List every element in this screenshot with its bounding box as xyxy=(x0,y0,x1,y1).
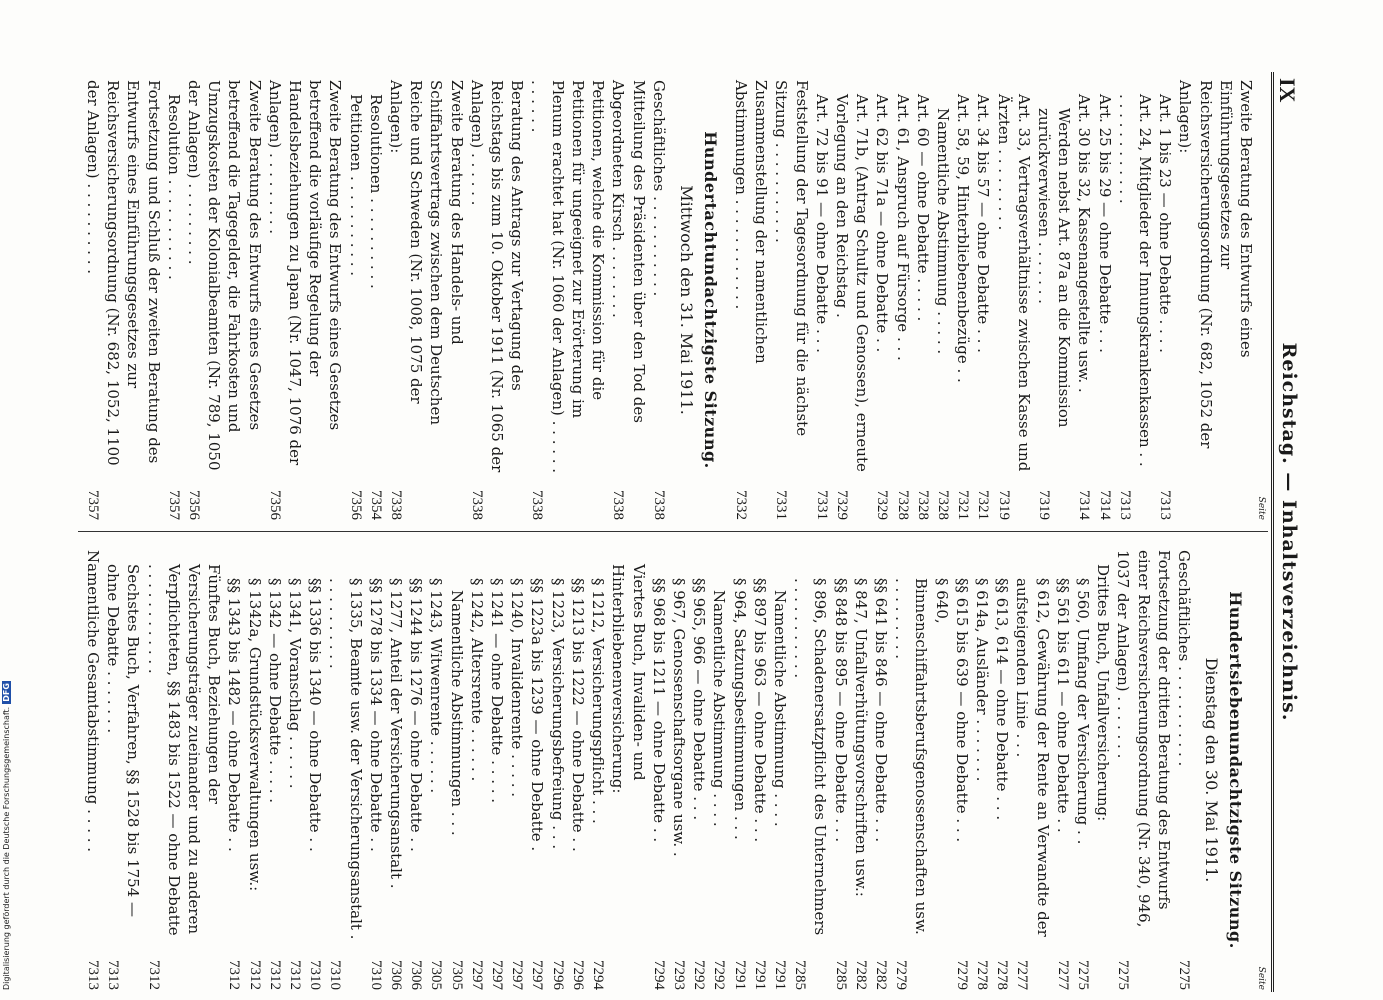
toc-entry-text: Fortsetzung der dritten Beratung des Entwurfs einer Reichsversicherungsordnung (Nr. 340, 946, 1037 der Anlagen) . . . . . . . xyxy=(1114,550,1173,928)
toc-entry xyxy=(689,578,709,990)
toc-entry-page: 7306 xyxy=(388,960,405,990)
toc-entry-page: 7305 xyxy=(448,960,465,990)
toc-entry xyxy=(770,590,790,990)
toc-entry-page: 7293 xyxy=(670,960,687,990)
toc-entry-text: § 1212, Versicherungspflicht . . . xyxy=(589,578,608,824)
toc-entry-text: Art. 30 bis 32, Kassenangestellte usw. . xyxy=(1075,94,1094,393)
toc-entry-text: § 1240, Invalidenrente . . . . . xyxy=(508,578,527,798)
session-title-188: Hundertachtundachtzigste Sitzung. xyxy=(700,131,720,469)
toc-entry-page: 7278 xyxy=(994,960,1011,990)
toc-entry-text: Zweite Beratung des Entwurfs eines Einführungsgesetzes zur Reichsversicherungsordnung (Nr. 682, 1052 der Anlagen): xyxy=(1176,80,1255,449)
toc-entry xyxy=(325,578,365,990)
toc-entry-page: 7329 xyxy=(874,490,891,520)
toc-entry xyxy=(1034,108,1074,520)
toc-entry-page: 7291 xyxy=(771,960,788,990)
toc-entry xyxy=(649,578,669,990)
toc-entry-page: 7275 xyxy=(1176,960,1192,990)
toc-entry xyxy=(507,578,527,990)
toc-entry xyxy=(527,80,608,520)
column-divider xyxy=(78,531,1268,532)
toc-entry-page: 7356 xyxy=(347,490,364,520)
toc-entry-page: 7296 xyxy=(569,960,586,990)
toc-entry-text: Feststellung der Tagesordnung für die nächste Sitzung . . . . . . . . . . . xyxy=(772,80,811,437)
toc-entry-page: 7310 xyxy=(367,960,384,990)
toc-entry-page: 7291 xyxy=(731,960,748,990)
session-date-187: Dienstag den 30. Mai 1911. xyxy=(1202,657,1221,883)
toc-entry-page: 7329 xyxy=(833,490,850,520)
toc-entry-text: § 560, Umfang der Versicherung . . xyxy=(1073,578,1092,845)
toc-entry xyxy=(265,80,346,520)
toc-entry-text: Art. 61, Anspruch auf Fürsorge . . . xyxy=(893,94,912,361)
toc-entry xyxy=(933,108,953,520)
toc-entry xyxy=(851,578,871,990)
toc-entry-text: Zweite Beratung des Handels- und Schiffahrtsvertrags zwischen dem Deutschen Reiche und Schweden (Nr. 1008, 1075 der Anlagen): xyxy=(387,80,466,425)
toc-entry xyxy=(366,94,386,520)
right-column xyxy=(83,550,1266,990)
toc-entry xyxy=(588,578,608,990)
toc-entry xyxy=(527,578,547,990)
toc-entry xyxy=(832,94,872,520)
toc-entry-page: 7282 xyxy=(852,960,869,990)
toc-entry-text: §§ 1244 bis 1276 — ohne Debatte . . xyxy=(407,578,426,852)
toc-entry xyxy=(750,578,770,990)
toc-entry-text: Geschäftliches . . . . . . . . . . . xyxy=(649,80,668,297)
seite-label: Seite xyxy=(1256,496,1266,520)
toc-entry xyxy=(891,578,952,990)
toc-entry-page: 7292 xyxy=(691,960,708,990)
toc-entry-text: §§ 561 bis 611 — ohne Debatte . . xyxy=(1053,578,1072,833)
toc-entry-page: 7338 xyxy=(468,490,485,520)
toc-entry-page: 7279 xyxy=(893,960,910,990)
scan-credit xyxy=(2,681,11,990)
toc-entry-text: Art. 34 bis 57 — ohne Debatte . . . xyxy=(974,94,993,353)
toc-entry xyxy=(830,578,850,990)
toc-entry-text: §§ 615 bis 639 — ohne Debatte . . . xyxy=(952,578,971,843)
toc-entry-page: 7314 xyxy=(1096,490,1113,520)
toc-entry xyxy=(467,578,487,990)
toc-entry-text: Art. 33, Vertragsverhältnisse zwischen Kasse und Ärzten . . . . . . . . . xyxy=(994,94,1033,472)
toc-entry-text: §§ 848 bis 895 — ohne Debatte . . . xyxy=(831,578,850,843)
toc-entry xyxy=(1115,94,1155,520)
toc-entry-text: § 640, Binnenschiffahrtsberufsgenossenschaften usw. . . . . . . . . . xyxy=(892,578,951,935)
toc-entry-text: § 1342 — ohne Debatte . . . . . xyxy=(265,578,284,804)
toc-entry-page: 7319 xyxy=(1035,490,1052,520)
rotated-page xyxy=(72,72,1300,992)
toc-entry-text: § 1242, Altersrente . . . . . . xyxy=(467,578,486,782)
toc-entry-page: 7338 xyxy=(388,490,405,520)
toc-entry-text: § 614a, Ausländer . . . . . . . xyxy=(972,578,991,782)
toc-entry-text: §§ 1223a bis 1239 — ohne Debatte . xyxy=(528,578,547,852)
toc-entry-page: 7278 xyxy=(973,960,990,990)
toc-entry-text: § 1241 — ohne Debatte . . . . . xyxy=(488,578,507,804)
toc-entry xyxy=(1074,94,1094,520)
dfg-logo: DFG xyxy=(2,683,11,702)
toc-entry-page: 7294 xyxy=(650,960,667,990)
toc-entry-page: 7296 xyxy=(549,960,566,990)
toc-entry-text: §§ 1278 bis 1334 — ohne Debatte . . xyxy=(366,578,385,852)
toc-entry-page: 7312 xyxy=(226,960,243,990)
toc-entry-page: 7277 xyxy=(1014,960,1031,990)
toc-entry xyxy=(952,578,972,990)
toc-entry xyxy=(386,80,467,520)
toc-entry xyxy=(1053,578,1073,990)
toc-entry-text: Namentliche Abstimmungen . . . xyxy=(447,590,466,836)
toc-entry-text: Beratung des Antrags zur Vertagung des Reichstags bis zum 10. Oktober 1911 (Nr. 1065 der Anlagen) . . . . . . xyxy=(467,80,527,473)
toc-entry xyxy=(285,578,305,990)
toc-entry-page: 7310 xyxy=(327,960,344,990)
toc-entry-text: Drittes Buch, Unfallversicherung: xyxy=(1094,564,1113,822)
toc-entry-page: 7356 xyxy=(266,490,283,520)
toc-entry-text: Geschäftliches . . . . . . . . . . . xyxy=(1175,550,1193,767)
toc-entry xyxy=(649,80,669,520)
toc-entry-page: 7313 xyxy=(105,960,122,990)
toc-entry-page: 7321 xyxy=(955,490,972,520)
toc-entry-page: 7312 xyxy=(287,960,304,990)
toc-entry-page: 7297 xyxy=(529,960,546,990)
toc-entry-text: Resolution . . . . . . . . . . . xyxy=(164,94,183,280)
toc-entry xyxy=(83,80,164,520)
toc-entry-text: §§ 965, 966 — ohne Debatte . . . xyxy=(690,578,709,821)
toc-entry xyxy=(709,590,729,990)
toc-entry-page: 7297 xyxy=(509,960,526,990)
toc-entry-text: §§ 613, 614 — ohne Debatte . . . xyxy=(993,578,1012,821)
toc-entry-page: 7332 xyxy=(732,490,749,520)
toc-entry-text: Art. 72 bis 91 — ohne Debatte . . . xyxy=(812,94,831,353)
toc-entry-page: 7319 xyxy=(995,490,1012,520)
running-head xyxy=(1271,72,1300,992)
toc-entry-page: 7313 xyxy=(1157,490,1174,520)
toc-entry xyxy=(812,94,832,520)
toc-entry-text: § 847, Unfallverhütungsvorschriften usw.: xyxy=(851,578,870,897)
toc-entry xyxy=(972,578,992,990)
toc-entry xyxy=(992,578,1012,990)
left-column xyxy=(83,80,1266,520)
toc-entry-page: 7291 xyxy=(751,960,768,990)
toc-entry xyxy=(608,564,648,990)
toc-entry-page: 7292 xyxy=(711,960,728,990)
toc-entry xyxy=(1012,578,1052,990)
toc-entry-text: §§ 1336 bis 1340 — ohne Debatte . . xyxy=(306,578,325,852)
toc-entry-text: Viertes Buch, Invaliden- und Hinterbliebenenversicherung: xyxy=(609,564,648,794)
toc-entry-text: Namentliche Abstimmung . . . . xyxy=(770,590,789,827)
toc-entry xyxy=(973,94,993,520)
toc-entry-text: Art. 58, 59, Hinterbliebenenbezüge . . xyxy=(954,94,973,383)
toc-entry xyxy=(83,550,103,990)
session-date-188: Mittwoch den 31. Mai 1911. xyxy=(676,185,696,415)
toc-entry xyxy=(669,578,689,990)
toc-entry-text: Zusammenstellung der namentlichen Abstimmungen . . . . . . . . . . . . xyxy=(731,80,771,364)
toc-entry xyxy=(426,578,446,990)
toc-entry xyxy=(872,94,892,520)
toc-entry-text: Mitteilung des Präsidenten über den Tod des Abgeordneten Kirsch . . . . . . . . xyxy=(609,80,648,423)
toc-entry xyxy=(871,578,891,990)
toc-entry xyxy=(467,80,528,520)
toc-entry-page: 7277 xyxy=(1054,960,1071,990)
toc-entry-page: 7275 xyxy=(1115,960,1132,990)
toc-entry-page: 7357 xyxy=(165,490,182,520)
toc-entry xyxy=(790,578,830,990)
toc-entry xyxy=(184,80,265,520)
toc-entry-text: §§ 897 bis 963 — ohne Debatte . . . xyxy=(750,578,769,843)
toc-entry-page: 7282 xyxy=(872,960,889,990)
toc-entry xyxy=(265,578,285,990)
toc-entry-page: 7314 xyxy=(1076,490,1093,520)
toc-entry-page: 7312 xyxy=(266,960,283,990)
toc-entry-page: 7321 xyxy=(975,490,992,520)
seite-label: Seite xyxy=(1256,966,1266,990)
toc-entry xyxy=(1094,94,1114,520)
toc-entry xyxy=(345,94,365,520)
toc-entry xyxy=(305,578,325,990)
toc-entry-page: 7279 xyxy=(953,960,970,990)
toc-entry-text: § 1342a, Grundstücksverwaltungen usw.: xyxy=(245,578,264,892)
toc-entry-page: 7331 xyxy=(773,490,790,520)
toc-entry-text: Art. 60 — ohne Debatte . . . . . xyxy=(913,94,932,322)
toc-entry xyxy=(386,578,406,990)
toc-entry-page: 7313 xyxy=(1116,490,1133,520)
right-entries xyxy=(83,550,1194,990)
page-title: Reichstag. — Inhaltsverzeichnis. xyxy=(1278,342,1300,722)
toc-entry-text: §§ 1213 bis 1222 — ohne Debatte . . xyxy=(568,578,587,852)
toc-entry-page: 7312 xyxy=(246,960,263,990)
toc-entry xyxy=(1073,578,1093,990)
toc-entry-text: Art. 62 bis 71a — ohne Debatte . . xyxy=(873,94,892,353)
toc-entry-text: Fortsetzung und Schluß der zweiten Beratung des Entwurfs eines Einführungsgesetzes zur Reichsversicherungsordnung (Nr. 682, 1052, 1100 der Anlagen) . . . . . . . . . . xyxy=(84,80,163,466)
toc-entry-text: § 896, Schadenersatzpflicht des Unternehmers . . . . . . . . . . . xyxy=(791,578,830,936)
toc-entry xyxy=(1155,94,1175,520)
toc-entry-text: Namentliche Gesamtabstimmung . . . . . xyxy=(84,550,103,853)
toc-entry-text: Fünftes Buch, Beziehungen der Versicherungsträger zueinander und zu anderen Verpflichteten, §§ 1483 bis 1522 — ohne Debatte . . . . . . . . . . . . xyxy=(144,564,224,936)
toc-entry-text: § 612, Gewährung der Rente an Verwandte der aufsteigenden Linie . . . xyxy=(1013,578,1052,937)
toc-entry xyxy=(244,578,264,990)
toc-entry-page: 7310 xyxy=(307,960,324,990)
toc-entry xyxy=(1175,80,1256,520)
toc-entry xyxy=(608,80,648,520)
toc-entry-page: 7331 xyxy=(813,490,830,520)
toc-entry xyxy=(913,94,933,520)
toc-entry-page: 7356 xyxy=(186,490,203,520)
toc-entry-text: Art. 24, Mitglieder der Innungskrankenkassen . . . . . . . . . . . . . . xyxy=(1115,94,1154,467)
toc-entry-page: 7313 xyxy=(85,960,102,990)
toc-entry-text: § 964, Satzungsbestimmungen . . . xyxy=(730,578,749,840)
toc-entry-text: Art. 25 bis 29 — ohne Debatte . . . xyxy=(1095,94,1114,353)
toc-entry-text: Petitionen, welche die Kommission für die Petitionen für ungeeignet zur Erörterung im Plenum erachtet hat (Nr. 1060 der Anlagen) . . . . . . . . . . . . xyxy=(528,80,608,474)
toc-entry-page: 7305 xyxy=(428,960,445,990)
toc-entry-page: 7285 xyxy=(832,960,849,990)
toc-entry xyxy=(406,578,426,990)
left-entries xyxy=(731,80,1256,520)
toc-entry-text: § 967, Genossenschaftsorgane usw. . xyxy=(669,578,688,857)
toc-entry-page: 7328 xyxy=(914,490,931,520)
toc-entry-text: § 1223, Versicherungsbefreiung . . . xyxy=(548,578,567,850)
toc-entry-page: 7338 xyxy=(610,490,627,520)
toc-entry-text: Zweite Beratung des Entwurfs eines Gesetzes betreffend die Tagegelder, die Fahrkosten und Umzugskosten der Kolonialbeamten (Nr. 789, 1050 der Anlagen) . . . . . . . . . xyxy=(185,80,264,471)
toc-entry xyxy=(164,94,184,520)
toc-entry-text: Resolutionen . . . . . . . . . . xyxy=(366,94,385,289)
toc-entry-text: §§ 968 bis 1211 — ohne Debatte . . xyxy=(649,578,668,843)
scan-credit-text: Digitalisierung gefördert durch die Deutsche Forschungsgemeinschaft. xyxy=(2,706,11,990)
toc-entry-text: § 1341, Voranschlag . . . . . . xyxy=(286,578,305,789)
toc-entry-text: Werden nebst Art. 87a an die Kommission zurückverwiesen . . . . . . . xyxy=(1034,108,1074,428)
toc-entry xyxy=(892,94,912,520)
toc-entry-text: Art. 71b, (Antrag Schultz und Genossen), erneute Vorlegung an den Reichstag . xyxy=(832,94,872,472)
toc-entry-page: 7357 xyxy=(85,490,102,520)
toc-entry xyxy=(103,564,143,990)
toc-entry-text: §§ 641 bis 846 — ohne Debatte . . . xyxy=(871,578,890,843)
toc-entry xyxy=(729,578,749,990)
toc-entry xyxy=(1093,564,1113,990)
toc-entry-text: Zweite Beratung des Entwurfs eines Gesetzes betreffend die vorläufige Regelung der Handelsbeziehungen zu Japan (Nr. 1047, 1076 der Anlagen) . . . . . . . . . xyxy=(265,80,345,466)
toc-entry-text: § 1335, Beamte usw. der Versicherungsanstalt . . . . . . . . . . . xyxy=(326,578,365,940)
toc-entry-page: 7306 xyxy=(408,960,425,990)
toc-entry-page: 7354 xyxy=(367,490,384,520)
toc-entry-page: 7338 xyxy=(650,490,667,520)
toc-entry xyxy=(771,80,811,520)
toc-entry xyxy=(366,578,386,990)
toc-entry-text: §§ 1343 bis 1482 — ohne Debatte . . xyxy=(225,578,244,852)
toc-entry-page: 7297 xyxy=(468,960,485,990)
toc-entry xyxy=(1174,550,1194,990)
left-entries-after xyxy=(83,80,669,520)
toc-entry-text: § 1277, Anteil der Versicherungsanstalt . xyxy=(387,578,406,889)
toc-entry-text: Art. 1 bis 23 — ohne Debatte . . . . xyxy=(1156,94,1175,353)
toc-entry-page: 7297 xyxy=(489,960,506,990)
toc-entry-page: 7285 xyxy=(792,960,809,990)
toc-entry-page: 7328 xyxy=(894,490,911,520)
session-title-187: Hundertsiebenundachtzigste Sitzung. xyxy=(1226,591,1245,949)
toc-entry-text: Namentliche Abstimmung . . . . . xyxy=(933,108,952,355)
toc-entry-page: 7312 xyxy=(145,960,162,990)
toc-entry-text: § 1243, Witwenrente . . . . . . xyxy=(427,578,446,794)
toc-entry-page: 7338 xyxy=(529,490,546,520)
toc-entry xyxy=(731,80,771,520)
toc-entry xyxy=(1113,550,1174,990)
toc-entry xyxy=(548,578,568,990)
toc-entry-page: 7294 xyxy=(590,960,607,990)
toc-entry-page: 7328 xyxy=(934,490,951,520)
toc-entry xyxy=(224,578,244,990)
toc-entry-page: 7275 xyxy=(1074,960,1091,990)
toc-entry xyxy=(993,94,1033,520)
page-number: IX xyxy=(1275,78,1300,103)
toc-entry xyxy=(143,564,224,990)
toc-entry xyxy=(953,94,973,520)
toc-entry xyxy=(487,578,507,990)
toc-entry-text: Namentliche Abstimmung . . . . xyxy=(710,590,729,827)
toc-entry xyxy=(568,578,588,990)
toc-entry-text: Sechstes Buch, Verfahren, §§ 1528 bis 1754 — ohne Debatte . . . . . . . xyxy=(104,564,143,917)
toc-entry xyxy=(446,590,466,990)
toc-entry-text: Petitionen . . . . . . . . . . . xyxy=(346,94,365,277)
